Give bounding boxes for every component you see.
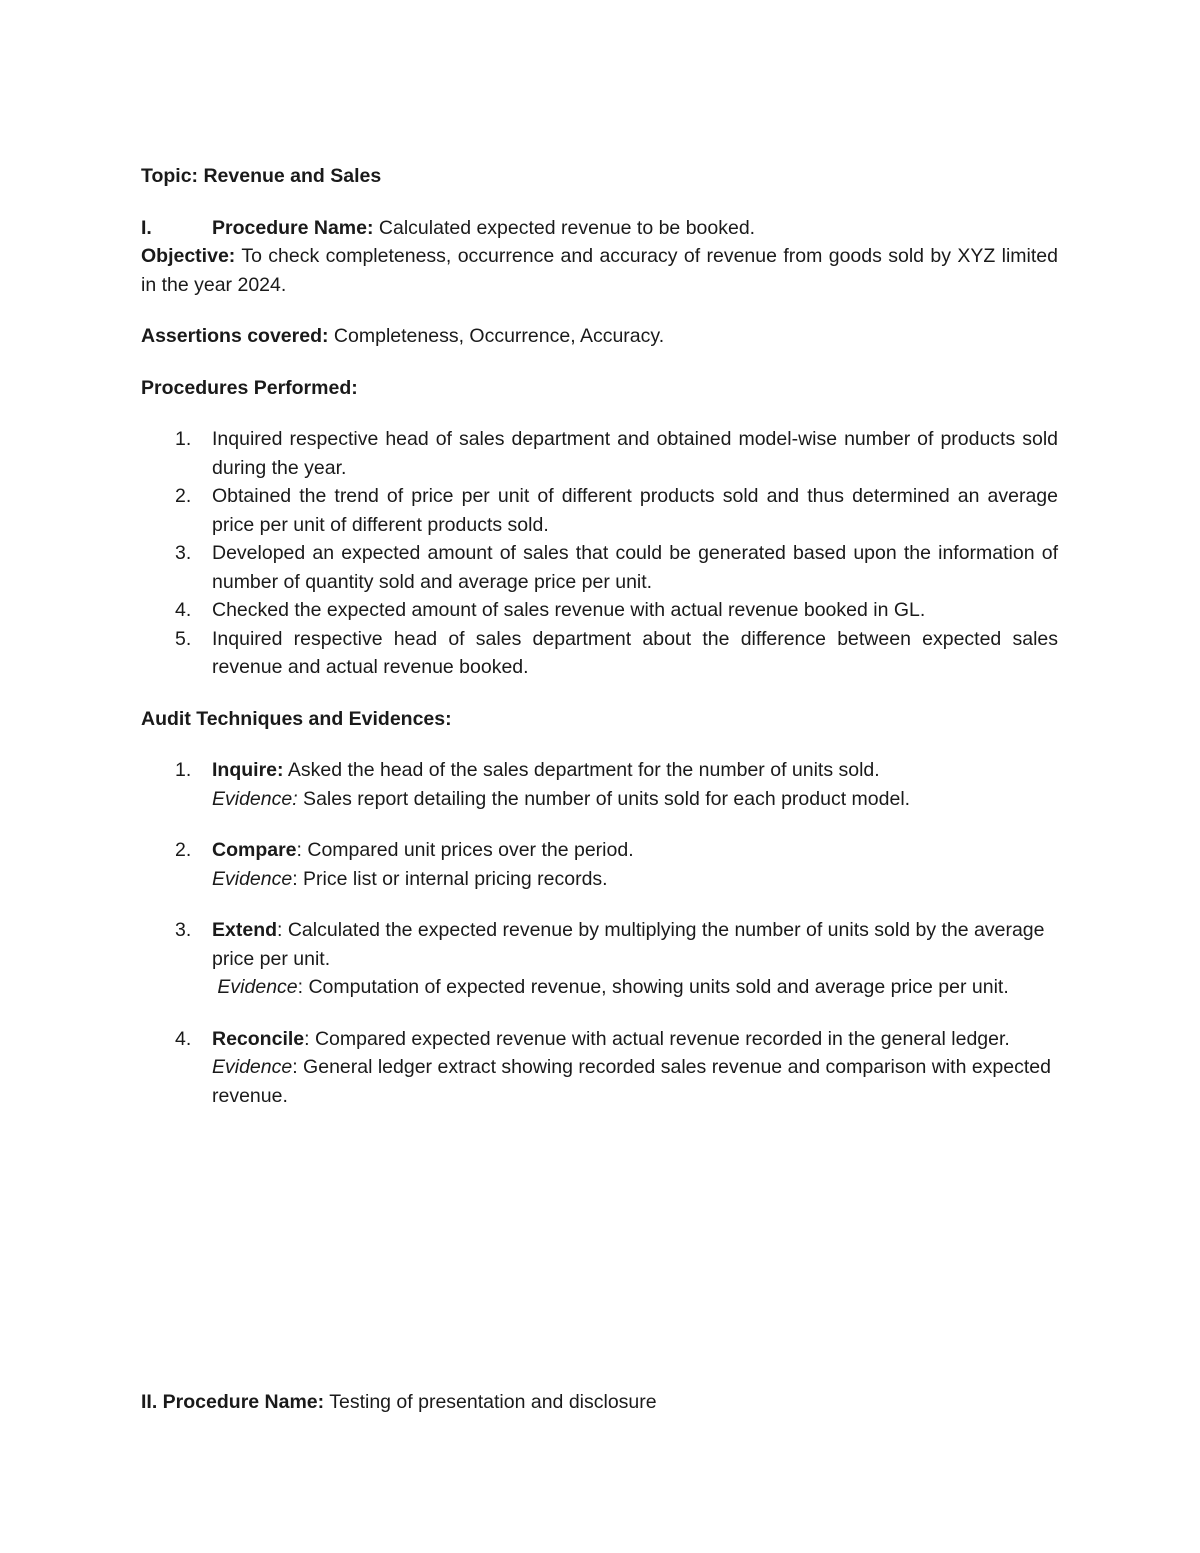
procedure-1-numeral: I.	[141, 216, 152, 239]
topic-line	[141, 162, 1058, 191]
evidence-line	[212, 1053, 1058, 1110]
list-item	[141, 596, 1058, 625]
list-item	[141, 425, 1058, 482]
procedures-performed-heading: Procedures Performed:	[141, 376, 358, 399]
assertions-paragraph	[141, 322, 1058, 351]
procedures-performed-list	[141, 425, 1058, 682]
evidence-text: : General ledger extract showing recorded sales revenue and comparison with expected revenue.	[212, 1056, 1051, 1107]
evidence-label: Evidence	[212, 867, 293, 890]
list-number: 5.	[175, 627, 192, 650]
list-number: 3.	[175, 542, 192, 564]
evidence-text: : Computation of expected revenue, showing units sold and average price per unit.	[297, 976, 1009, 998]
technique-text: Asked the head of the sales department for the number of units sold.	[283, 759, 880, 781]
list-text: Developed an expected amount of sales that could be generated based upon the information of number of quantity sold and average price per unit.	[212, 542, 1058, 593]
assertions-value: Completeness, Occurrence, Accuracy.	[333, 325, 665, 347]
list-number: 1.	[175, 428, 192, 450]
procedure-1-value: Calculated expected revenue to be booked.	[378, 216, 756, 239]
procedure-2-line	[141, 1388, 657, 1417]
list-number: 1.	[175, 759, 192, 781]
evidence-text: : Price list or internal pricing records.	[292, 867, 608, 890]
list-item	[141, 482, 1058, 539]
evidence-line	[212, 785, 1058, 814]
list-text: Inquired respective head of sales department and obtained model-wise number of products sold during the year.	[212, 428, 1058, 479]
technique-text: : Calculated the expected revenue by multiplying the number of units sold by the average price per unit.	[212, 919, 1045, 970]
list-number: 2.	[175, 839, 192, 861]
audit-techniques-heading: Audit Techniques and Evidences:	[141, 707, 452, 730]
evidence-label: Evidence	[212, 1056, 293, 1078]
list-number: 4.	[175, 599, 192, 621]
technique-text: : Compared unit prices over the period.	[296, 839, 634, 861]
audit-techniques-list	[141, 756, 1058, 1110]
technique-text: : Compared expected revenue with actual revenue recorded in the general ledger.	[304, 1027, 1010, 1050]
evidence-label: Evidence:	[212, 787, 298, 810]
evidence-line	[212, 973, 1058, 1002]
list-number: 3.	[175, 919, 192, 941]
procedure-1-label: Procedure Name:	[212, 216, 374, 239]
procedure-2-label: II. Procedure Name:	[141, 1390, 325, 1413]
list-number: 2.	[175, 485, 192, 507]
list-item	[141, 625, 1058, 682]
technique-label: Compare	[212, 839, 297, 861]
technique-item	[141, 916, 1058, 1002]
topic-label: Topic:	[141, 165, 199, 187]
topic-value: Revenue and Sales	[203, 165, 382, 187]
assertions-label: Assertions covered:	[141, 325, 329, 347]
procedure-1-line	[141, 214, 1058, 243]
document-page	[141, 162, 1058, 1413]
objective-paragraph	[141, 242, 1058, 299]
technique-item	[141, 1025, 1058, 1111]
list-text: Checked the expected amount of sales revenue with actual revenue booked in GL.	[212, 599, 926, 621]
technique-label: Inquire:	[212, 759, 284, 781]
list-item	[141, 539, 1058, 596]
evidence-text: Sales report detailing the number of units sold for each product model.	[297, 787, 911, 810]
objective-label: Objective:	[141, 245, 236, 267]
list-number: 4.	[175, 1027, 192, 1050]
evidence-line	[212, 865, 1058, 894]
list-text: Inquired respective head of sales department about the difference between expected sales revenue and actual revenue booked.	[212, 627, 1058, 678]
technique-label: Reconcile	[212, 1027, 305, 1050]
technique-item	[141, 756, 1058, 813]
technique-item	[141, 836, 1058, 893]
technique-label: Extend	[212, 919, 278, 941]
evidence-label: Evidence	[217, 976, 298, 998]
objective-value: To check completeness, occurrence and accuracy of revenue from goods sold by XYZ limited in the year 2024.	[141, 245, 1058, 296]
list-text: Obtained the trend of price per unit of different products sold and thus determined an average price per unit of different products sold.	[212, 485, 1058, 536]
procedure-2-value: Testing of presentation and disclosure	[329, 1390, 657, 1413]
